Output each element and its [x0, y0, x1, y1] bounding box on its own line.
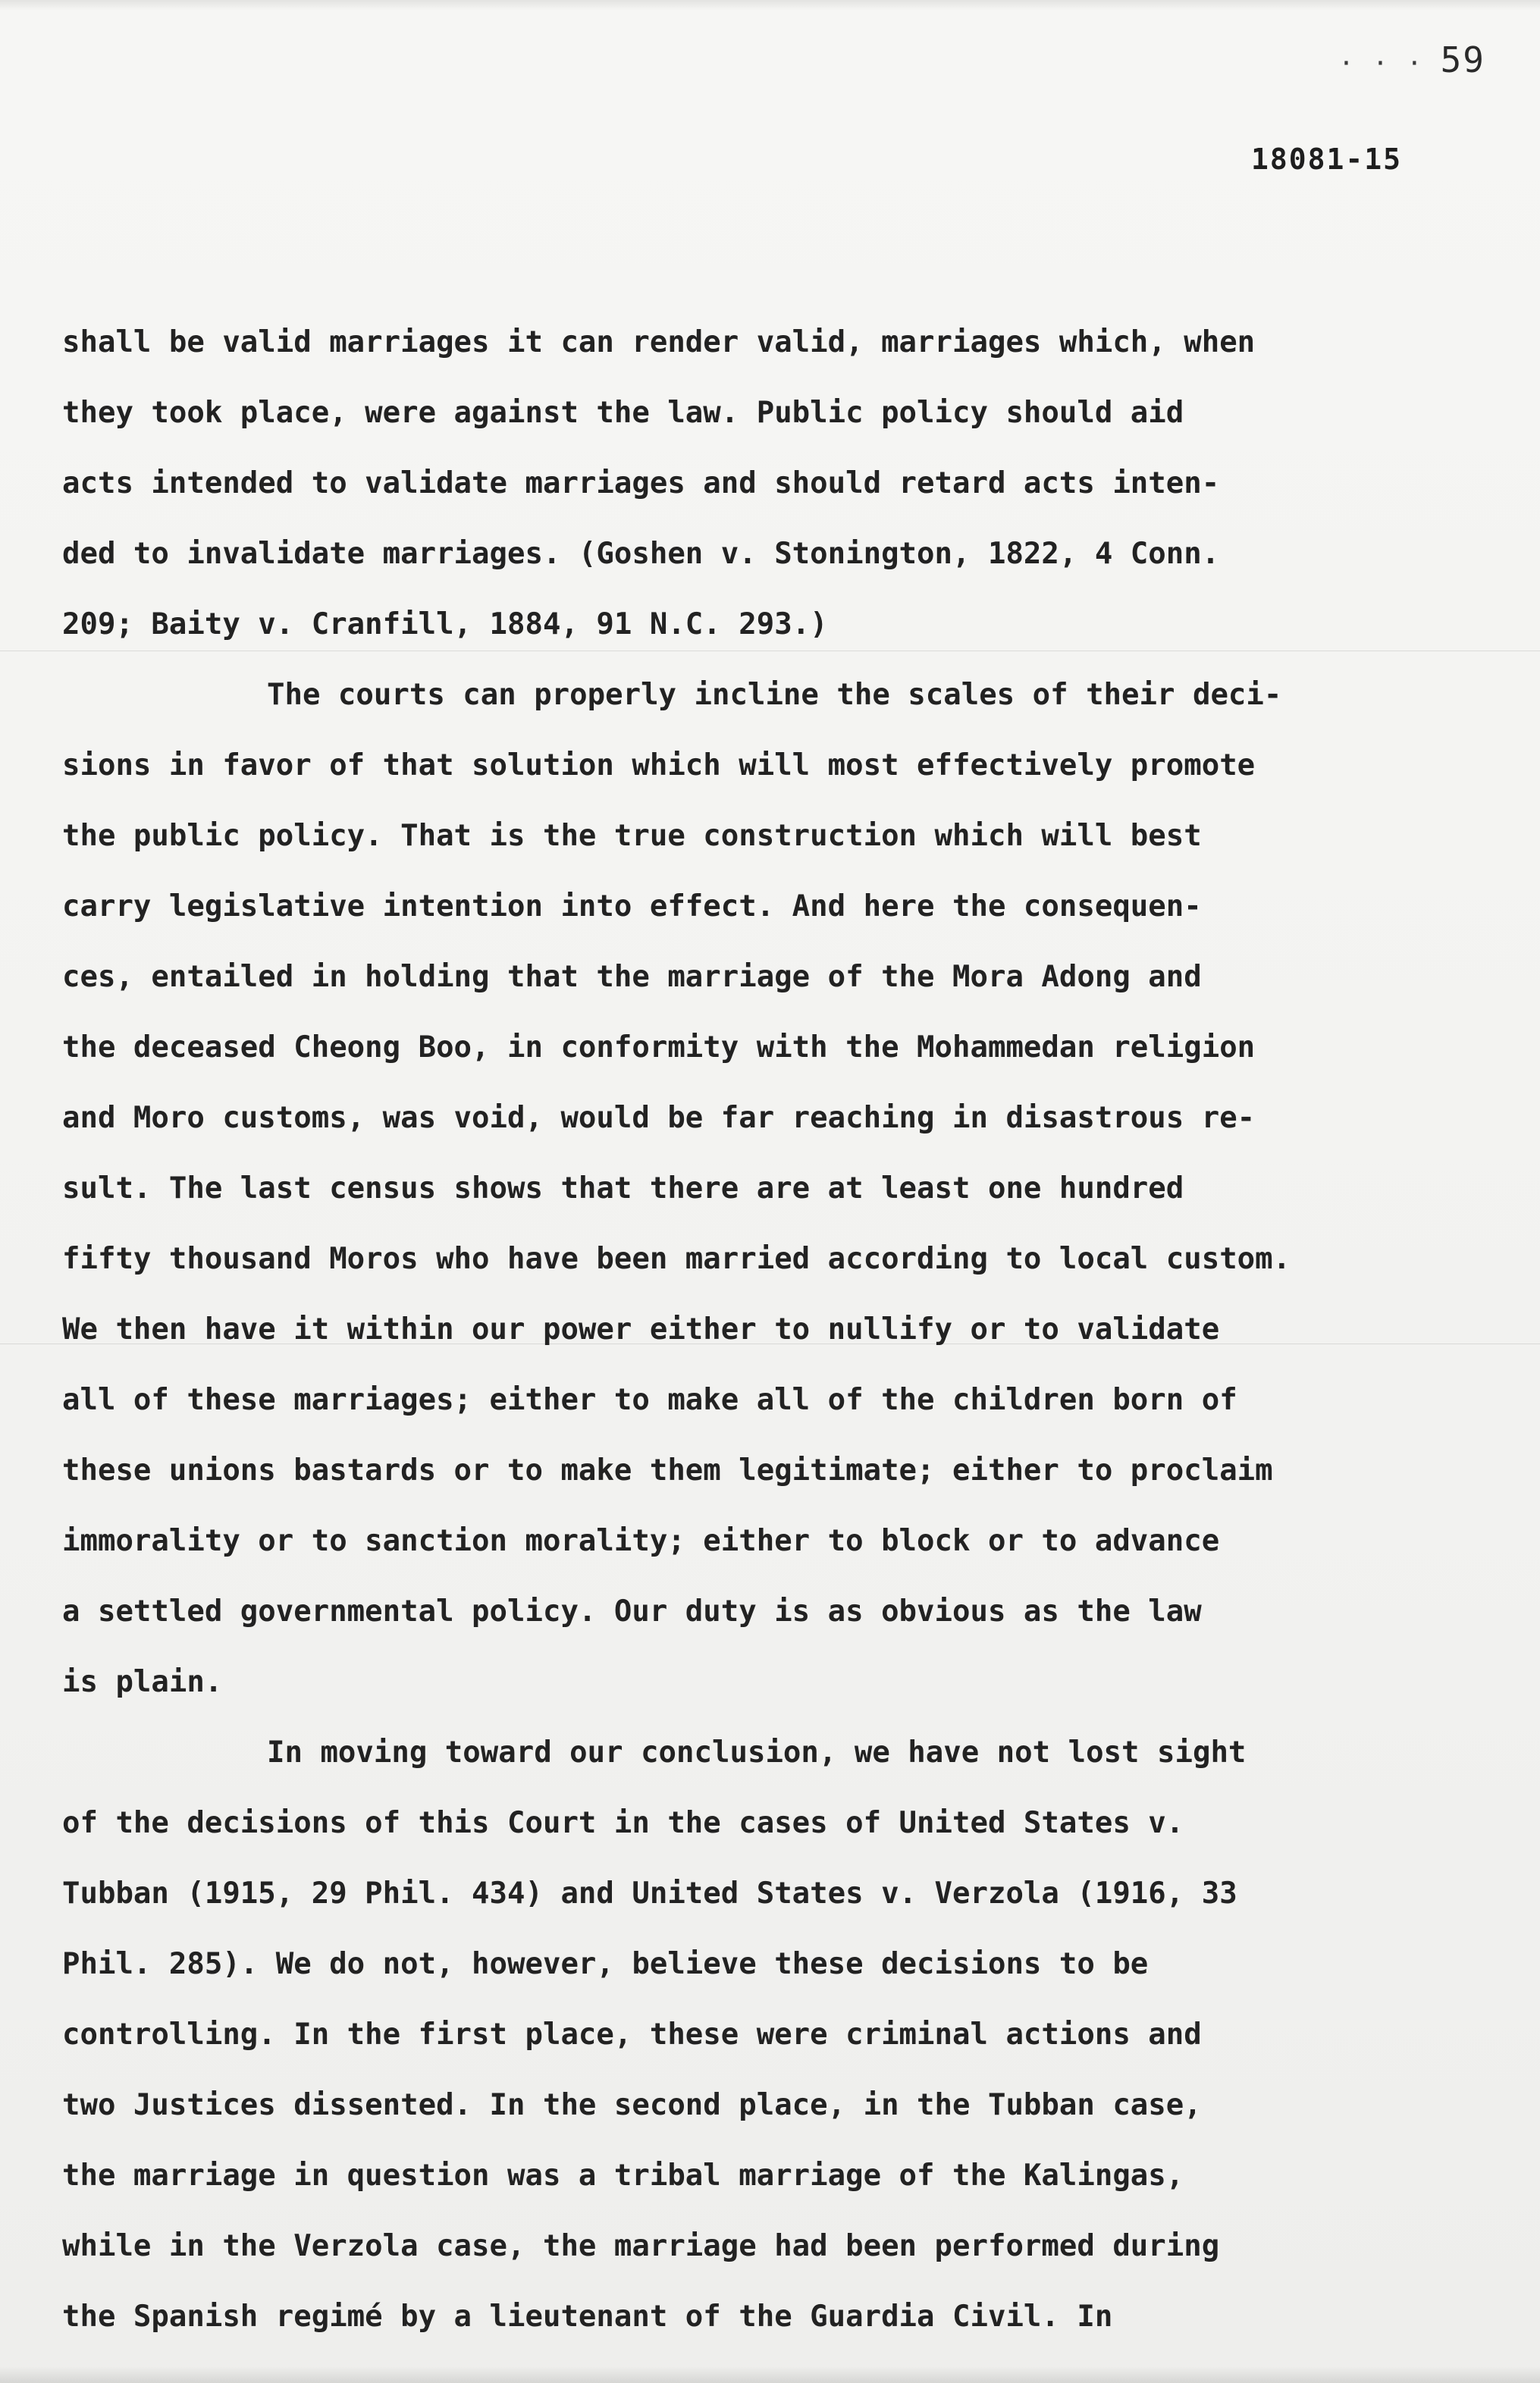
text-line: these unions bastards or to make them legitimate; either to proclaim [62, 1453, 1273, 1488]
paragraph-1 [62, 307, 1503, 660]
text-line: shall be valid marriages it can render valid, marriages which, when [62, 325, 1256, 359]
text-line: and Moro customs, was void, would be far reaching in disastrous re- [62, 1101, 1256, 1135]
text-line-indented: The courts can properly incline the scales of their deci- [267, 678, 1282, 712]
text-line: Tubban (1915, 29 Phil. 434) and United States v. Verzola (1916, 33 [62, 1877, 1237, 1911]
text-line: immorality or to sanction morality; either to block or to advance [62, 1524, 1220, 1558]
text-line: ces, entailed in holding that the marriage of the Mora Adong and [62, 960, 1202, 994]
scan-edge-bottom [0, 2366, 1540, 2383]
text-line: while in the Verzola case, the marriage had been performed during [62, 2229, 1220, 2263]
text-line: two Justices dissented. In the second place, in the Tubban case, [62, 2088, 1202, 2122]
paragraph-3 [62, 1717, 1503, 2352]
text-line: they took place, were against the law. Public policy should aid [62, 396, 1184, 430]
text-line: the public policy. That is the true construction which will best [62, 819, 1202, 853]
text-line: the deceased Cheong Boo, in conformity with the Mohammedan religion [62, 1030, 1256, 1065]
text-line: a settled governmental policy. Our duty is as obvious as the law [62, 1594, 1202, 1629]
document-number: 18081-15 [1251, 143, 1403, 176]
document-body [62, 307, 1503, 2352]
text-line: all of these marriages; either to make all of the children born of [62, 1383, 1237, 1417]
text-line: the marriage in question was a tribal marriage of the Kalingas, [62, 2159, 1184, 2193]
text-line: Phil. 285). We do not, however, believe these decisions to be [62, 1947, 1149, 1981]
page-number-dots: · · · [1338, 49, 1424, 79]
text-line-indented: In moving toward our conclusion, we have not lost sight [267, 1736, 1247, 1770]
page-number [1338, 39, 1485, 80]
scan-edge-top [0, 0, 1540, 11]
text-line: fifty thousand Moros who have been married according to local custom. [62, 1242, 1291, 1276]
text-line: the Spanish regimé by a lieutenant of the Guardia Civil. In [62, 2300, 1113, 2334]
text-line: ded to invalidate marriages. (Goshen v. Stonington, 1822, 4 Conn. [62, 537, 1220, 571]
text-line: acts intended to validate marriages and should retard acts inten- [62, 466, 1220, 500]
paragraph-2 [62, 660, 1503, 1717]
text-line: 209; Baity v. Cranfill, 1884, 91 N.C. 293.) [62, 607, 828, 641]
text-line: is plain. [62, 1665, 223, 1699]
text-line: We then have it within our power either to nullify or to validate [62, 1312, 1220, 1347]
text-line: sult. The last census shows that there are at least one hundred [62, 1171, 1184, 1206]
text-line: of the decisions of this Court in the cases of United States v. [62, 1806, 1184, 1840]
text-line: controlling. In the first place, these were criminal actions and [62, 2018, 1202, 2052]
text-line: carry legislative intention into effect. And here the consequen- [62, 889, 1202, 923]
text-line: sions in favor of that solution which will most effectively promote [62, 748, 1256, 782]
page-number-value: 59 [1440, 39, 1485, 80]
